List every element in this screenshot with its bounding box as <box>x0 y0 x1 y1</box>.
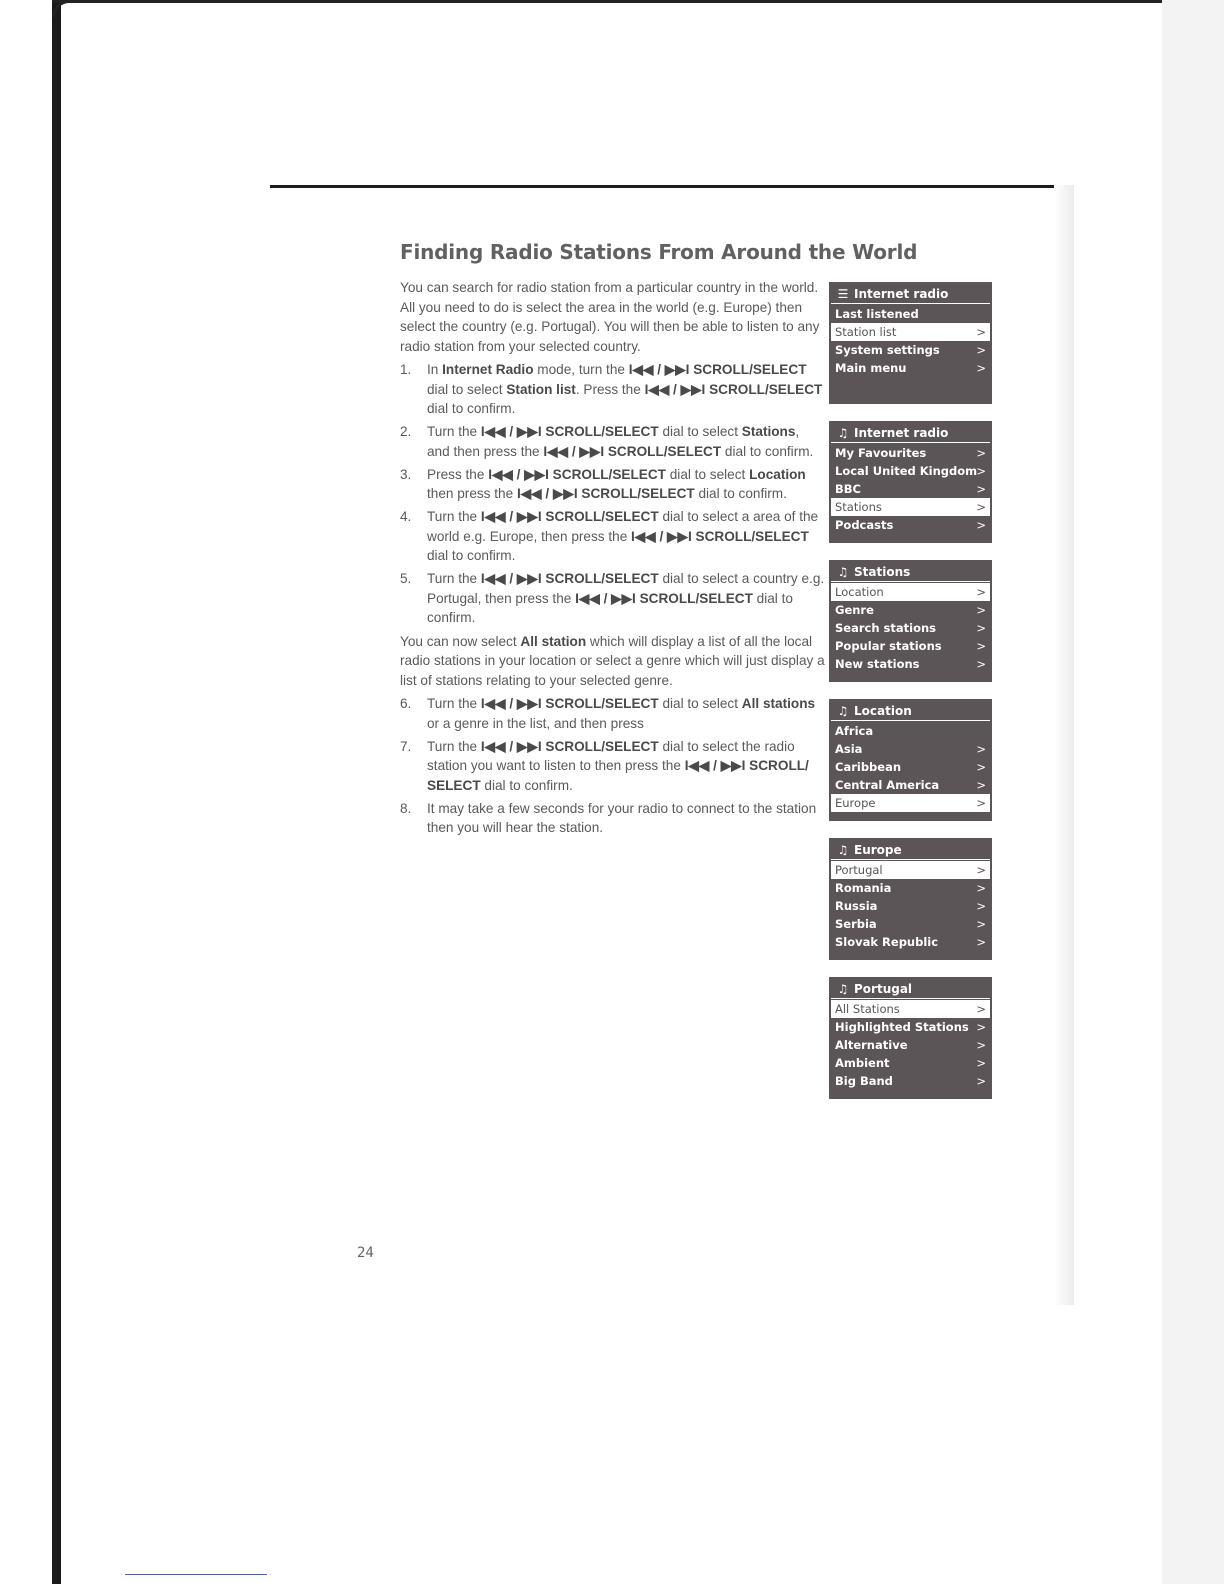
chevron-right-icon: > <box>976 603 986 617</box>
menu-row[interactable]: Serbia > <box>835 917 986 931</box>
step-item: 7. Turn the I◀◀ / ▶▶I SCROLL/SELECT dial to select the radio station you want to listen to then press the I◀◀ / ▶▶I SCROLL/ SELECT dial to confirm. <box>400 738 809 793</box>
step-item: 6. Turn the I◀◀ / ▶▶I SCROLL/SELECT dial to select All stations or a genre in the list, and then press <box>400 696 816 731</box>
menu-row[interactable]: My Favourites > <box>835 446 986 460</box>
step-item: 2. Turn the I◀◀ / ▶▶I SCROLL/SELECT dial to select Stations, and then press the I◀◀ / ▶▶I SCROLL/SELECT dial to confirm. <box>400 424 814 459</box>
menu-row[interactable]: Russia > <box>835 899 986 913</box>
chevron-right-icon: > <box>976 778 986 792</box>
menu-row-selected[interactable]: Station list > <box>831 323 990 341</box>
menu-row-selected[interactable]: All Stations > <box>831 1000 990 1018</box>
booklet-page-shadow <box>1054 185 1074 1305</box>
menu-row[interactable]: Caribbean > <box>835 760 986 774</box>
lcd-screen-internet-radio <box>829 282 992 404</box>
step-item: 1. In Internet Radio mode, turn the I◀◀ / ▶▶I SCROLL/SELECT dial to select Station list. Press the I◀◀ / ▶▶I SCROLL/SELECT dial to confirm. <box>400 362 823 416</box>
menu-row[interactable]: Alternative > <box>835 1038 986 1052</box>
step-item: 5. Turn the I◀◀ / ▶▶I SCROLL/SELECT dial to select a country e.g. Portugal, then press the I◀◀ / ▶▶I SCROLL/SELECT dial to confirm. <box>400 571 825 625</box>
screen-header: ♫ Location <box>831 702 990 721</box>
chevron-right-icon: > <box>976 657 986 671</box>
music-note-icon: ♫ <box>837 982 849 996</box>
menu-row[interactable]: Highlighted Stations > <box>835 1020 986 1034</box>
music-note-icon: ♫ <box>837 565 849 579</box>
lcd-screens-column <box>829 282 995 1116</box>
menu-row[interactable]: Main menu > <box>835 361 986 375</box>
chevron-right-icon: > <box>976 899 986 913</box>
chevron-right-icon: > <box>976 343 986 357</box>
menu-row[interactable]: BBC > <box>835 482 986 496</box>
chevron-right-icon: > <box>976 585 986 599</box>
screen-header: ♫ Stations <box>831 563 990 582</box>
chevron-right-icon: > <box>976 1002 986 1016</box>
chevron-right-icon: > <box>976 518 986 532</box>
scan-edge-right <box>1162 0 1224 1584</box>
chevron-right-icon: > <box>976 796 986 810</box>
page-title: Finding Radio Stations From Around the World <box>400 240 918 264</box>
booklet-page <box>270 185 1063 1305</box>
chevron-right-icon: > <box>976 1020 986 1034</box>
step-item: 8. It may take a few seconds for your radio to connect to the station then you will hear the station. <box>400 800 817 835</box>
menu-row-selected[interactable]: Europe > <box>831 794 990 812</box>
chevron-right-icon: > <box>976 881 986 895</box>
menu-row[interactable]: Genre > <box>835 603 986 617</box>
steps-list-b <box>400 694 825 838</box>
menu-row[interactable]: Big Band > <box>835 1074 986 1088</box>
list-icon: ☰ <box>837 287 849 301</box>
lcd-screen-europe <box>829 838 992 960</box>
lcd-screen-portugal <box>829 977 992 1099</box>
chevron-right-icon: > <box>976 1038 986 1052</box>
chevron-right-icon: > <box>976 1074 986 1088</box>
menu-row[interactable]: Central America > <box>835 778 986 792</box>
chevron-right-icon: > <box>976 482 986 496</box>
chevron-right-icon: > <box>976 742 986 756</box>
menu-row[interactable]: System settings > <box>835 343 986 357</box>
instructions-text <box>400 278 825 842</box>
menu-row[interactable]: Local United Kingdom > <box>835 464 986 478</box>
lcd-screen-internet-radio-2 <box>829 421 992 543</box>
chevron-right-icon: > <box>976 464 986 478</box>
menu-row-selected[interactable]: Portugal > <box>831 861 990 879</box>
chevron-right-icon: > <box>976 917 986 931</box>
page-number: 24 <box>357 1245 374 1261</box>
scan-underline <box>125 1574 267 1575</box>
menu-row[interactable]: Ambient > <box>835 1056 986 1070</box>
scan-edge-top <box>52 0 1162 3</box>
menu-row[interactable]: Last listened <box>835 307 919 321</box>
menu-row[interactable]: New stations > <box>835 657 986 671</box>
lcd-screen-stations <box>829 560 992 682</box>
menu-row[interactable]: Podcasts > <box>835 518 986 532</box>
chevron-right-icon: > <box>976 1056 986 1070</box>
chevron-right-icon: > <box>976 361 986 375</box>
menu-row-selected[interactable]: Stations > <box>831 498 990 516</box>
menu-row[interactable]: Popular stations > <box>835 639 986 653</box>
music-note-icon: ♫ <box>837 426 849 440</box>
menu-row[interactable]: Romania > <box>835 881 986 895</box>
booklet-top-edge <box>270 185 1063 188</box>
intro-paragraph: You can search for radio station from a particular country in the world. All you need to do is select the area in the world (e.g. Europe) then select the country (e.g. Portugal). You will then be able to listen to any radio station from your selected country. <box>400 280 820 354</box>
chevron-right-icon: > <box>976 760 986 774</box>
screen-header: ♫ Portugal <box>831 980 990 999</box>
chevron-right-icon: > <box>976 935 986 949</box>
menu-row[interactable]: Search stations > <box>835 621 986 635</box>
steps-list-a <box>400 360 825 628</box>
screen-header: ♫ Europe <box>831 841 990 860</box>
chevron-right-icon: > <box>976 639 986 653</box>
chevron-right-icon: > <box>976 325 986 339</box>
menu-row[interactable]: Asia > <box>835 742 986 756</box>
menu-row[interactable]: Africa <box>835 724 874 738</box>
music-note-icon: ♫ <box>837 704 849 718</box>
scan-edge-left <box>52 0 61 1584</box>
chevron-right-icon: > <box>976 500 986 514</box>
chevron-right-icon: > <box>976 621 986 635</box>
step-item: 3. Press the I◀◀ / ▶▶I SCROLL/SELECT dial to select Location then press the I◀◀ / ▶▶I SCROLL/SELECT dial to confirm. <box>400 466 806 501</box>
chevron-right-icon: > <box>976 446 986 460</box>
menu-row-selected[interactable]: Location > <box>831 583 990 601</box>
chevron-right-icon: > <box>976 863 986 877</box>
screen-header: ♫ Internet radio <box>831 424 990 443</box>
menu-row[interactable]: Slovak Republic > <box>835 935 986 949</box>
lcd-screen-location <box>829 699 992 821</box>
step-item: 4. Turn the I◀◀ / ▶▶I SCROLL/SELECT dial to select a area of the world e.g. Europe, then press the I◀◀ / ▶▶I SCROLL/SELECT dial to confirm. <box>400 509 819 563</box>
middle-paragraph: You can now select All station which will display a list of all the local radio stations in your location or select a genre which will just display a list of stations relating to your selected genre. <box>400 633 825 688</box>
screen-header: ☰ Internet radio <box>831 285 990 304</box>
music-note-icon: ♫ <box>837 843 849 857</box>
